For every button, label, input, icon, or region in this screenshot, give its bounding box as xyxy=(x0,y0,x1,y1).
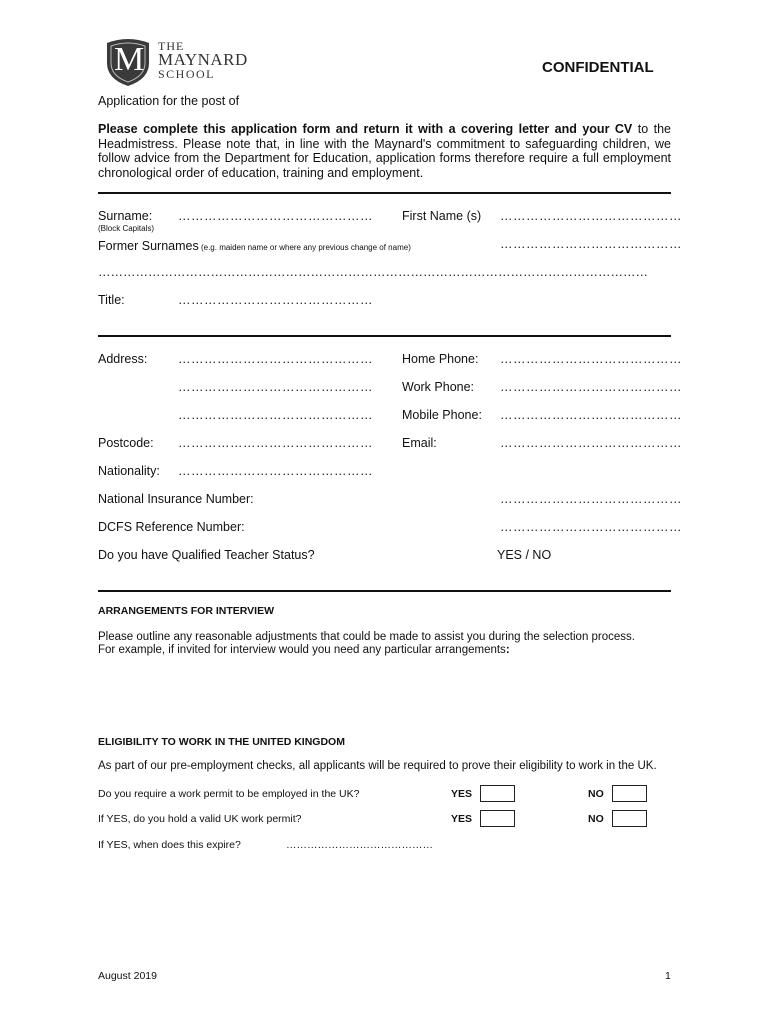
former-surnames-text: Former Surnames xyxy=(98,239,199,253)
postcode-label: Postcode: xyxy=(98,436,154,450)
instructions-bold: Please complete this application form and return it with a covering letter and your CV xyxy=(98,122,633,136)
postcode-field[interactable]: ……………………………………… xyxy=(178,436,373,450)
valid-permit-question: If YES, do you hold a valid UK work permit? xyxy=(98,813,302,825)
dcfs-label: DCFS Reference Number: xyxy=(98,520,245,534)
confidential-label: CONFIDENTIAL xyxy=(542,59,654,76)
address-field-1[interactable]: ……………………………………… xyxy=(178,352,373,366)
instructions-paragraph xyxy=(98,122,671,180)
email-field[interactable]: …………………………………… xyxy=(500,436,682,450)
work-permit-no-label: NO xyxy=(588,788,604,800)
section-divider xyxy=(98,335,671,337)
page-number: 1 xyxy=(665,970,671,982)
expire-question: If YES, when does this expire? xyxy=(98,839,241,851)
work-permit-yes-label: YES xyxy=(451,788,473,800)
surname-field[interactable]: ……………………………………… xyxy=(178,209,373,223)
title-field[interactable]: ……………………………………… xyxy=(178,293,373,307)
section-divider xyxy=(98,192,671,194)
expire-field[interactable]: …………………………………… xyxy=(286,839,433,851)
former-surnames-note: (e.g. maiden name or where any previous change of name) xyxy=(198,243,411,252)
valid-permit-no-label: NO xyxy=(588,813,604,825)
former-surnames-field[interactable]: …………………………………… xyxy=(500,237,682,251)
address-field-2[interactable]: ……………………………………… xyxy=(178,380,373,394)
work-permit-question: Do you require a work permit to be employed in the UK? xyxy=(98,788,360,800)
work-permit-no-checkbox[interactable] xyxy=(612,785,647,802)
valid-permit-yes-checkbox[interactable] xyxy=(480,810,515,827)
valid-permit-yes-label: YES xyxy=(451,813,473,825)
mobile-phone-label: Mobile Phone: xyxy=(402,408,482,422)
mobile-phone-field[interactable]: …………………………………… xyxy=(500,408,682,422)
ni-number-field[interactable]: …………………………………… xyxy=(500,492,682,506)
home-phone-label: Home Phone: xyxy=(402,352,479,366)
nationality-label: Nationality: xyxy=(98,464,160,478)
interview-line-2 xyxy=(98,644,671,657)
dcfs-field[interactable]: …………………………………… xyxy=(500,520,682,534)
qts-label: Do you have Qualified Teacher Status? xyxy=(98,548,315,562)
interview-line-2-text: For example, if invited for interview would you need any particular arrangements xyxy=(98,644,506,656)
first-name-field[interactable]: …………………………………… xyxy=(500,209,682,223)
interview-line-2-colon: : xyxy=(505,644,510,656)
ni-number-label: National Insurance Number: xyxy=(98,492,254,506)
post-label: Application for the post of xyxy=(98,94,240,108)
logo-maynard: MAYNARD xyxy=(158,50,248,69)
logo-the: THE xyxy=(158,39,185,53)
eligibility-intro: As part of our pre-employment checks, all applicants will be required to prove their eligibility to work in the UK. xyxy=(98,760,657,772)
first-name-label: First Name (s) xyxy=(402,209,482,223)
interview-heading: ARRANGEMENTS FOR INTERVIEW xyxy=(98,605,274,617)
qts-yes-no[interactable]: YES / NO xyxy=(497,548,552,562)
title-label: Title: xyxy=(98,293,125,307)
email-label: Email: xyxy=(402,436,437,450)
former-surnames-line[interactable]: …………………………………………………………………………………………………………………… xyxy=(98,265,648,279)
section-divider xyxy=(98,590,671,592)
former-surnames-label xyxy=(98,237,411,255)
work-phone-field[interactable]: …………………………………… xyxy=(500,380,682,394)
school-logo xyxy=(103,37,248,87)
block-capitals-note: (Block Capitals) xyxy=(98,224,155,233)
address-field-3[interactable]: ……………………………………… xyxy=(178,408,373,422)
address-label: Address: xyxy=(98,352,148,366)
eligibility-heading: ELIGIBILITY TO WORK IN THE UNITED KINGDOM xyxy=(98,736,345,748)
work-phone-label: Work Phone: xyxy=(402,380,475,394)
valid-permit-no-checkbox[interactable] xyxy=(612,810,647,827)
nationality-field[interactable]: ……………………………………… xyxy=(178,464,373,478)
home-phone-field[interactable]: …………………………………… xyxy=(500,352,682,366)
interview-text xyxy=(98,631,671,657)
instructions-text: to the Headmistress. Please note that, in line with the Maynard's commitment to safeguarding children, we follow advice from the Department for Education, application forms therefore require a full employment chronological order of education, training and employment. xyxy=(98,122,671,180)
interview-line-1: Please outline any reasonable adjustments that could be made to assist you during the selection process. xyxy=(98,631,635,643)
footer-date: August 2019 xyxy=(98,970,157,982)
surname-label: Surname: xyxy=(98,209,153,223)
work-permit-yes-checkbox[interactable] xyxy=(480,785,515,802)
logo-school: SCHOOL xyxy=(158,67,216,81)
logo-monogram: M xyxy=(114,41,145,78)
